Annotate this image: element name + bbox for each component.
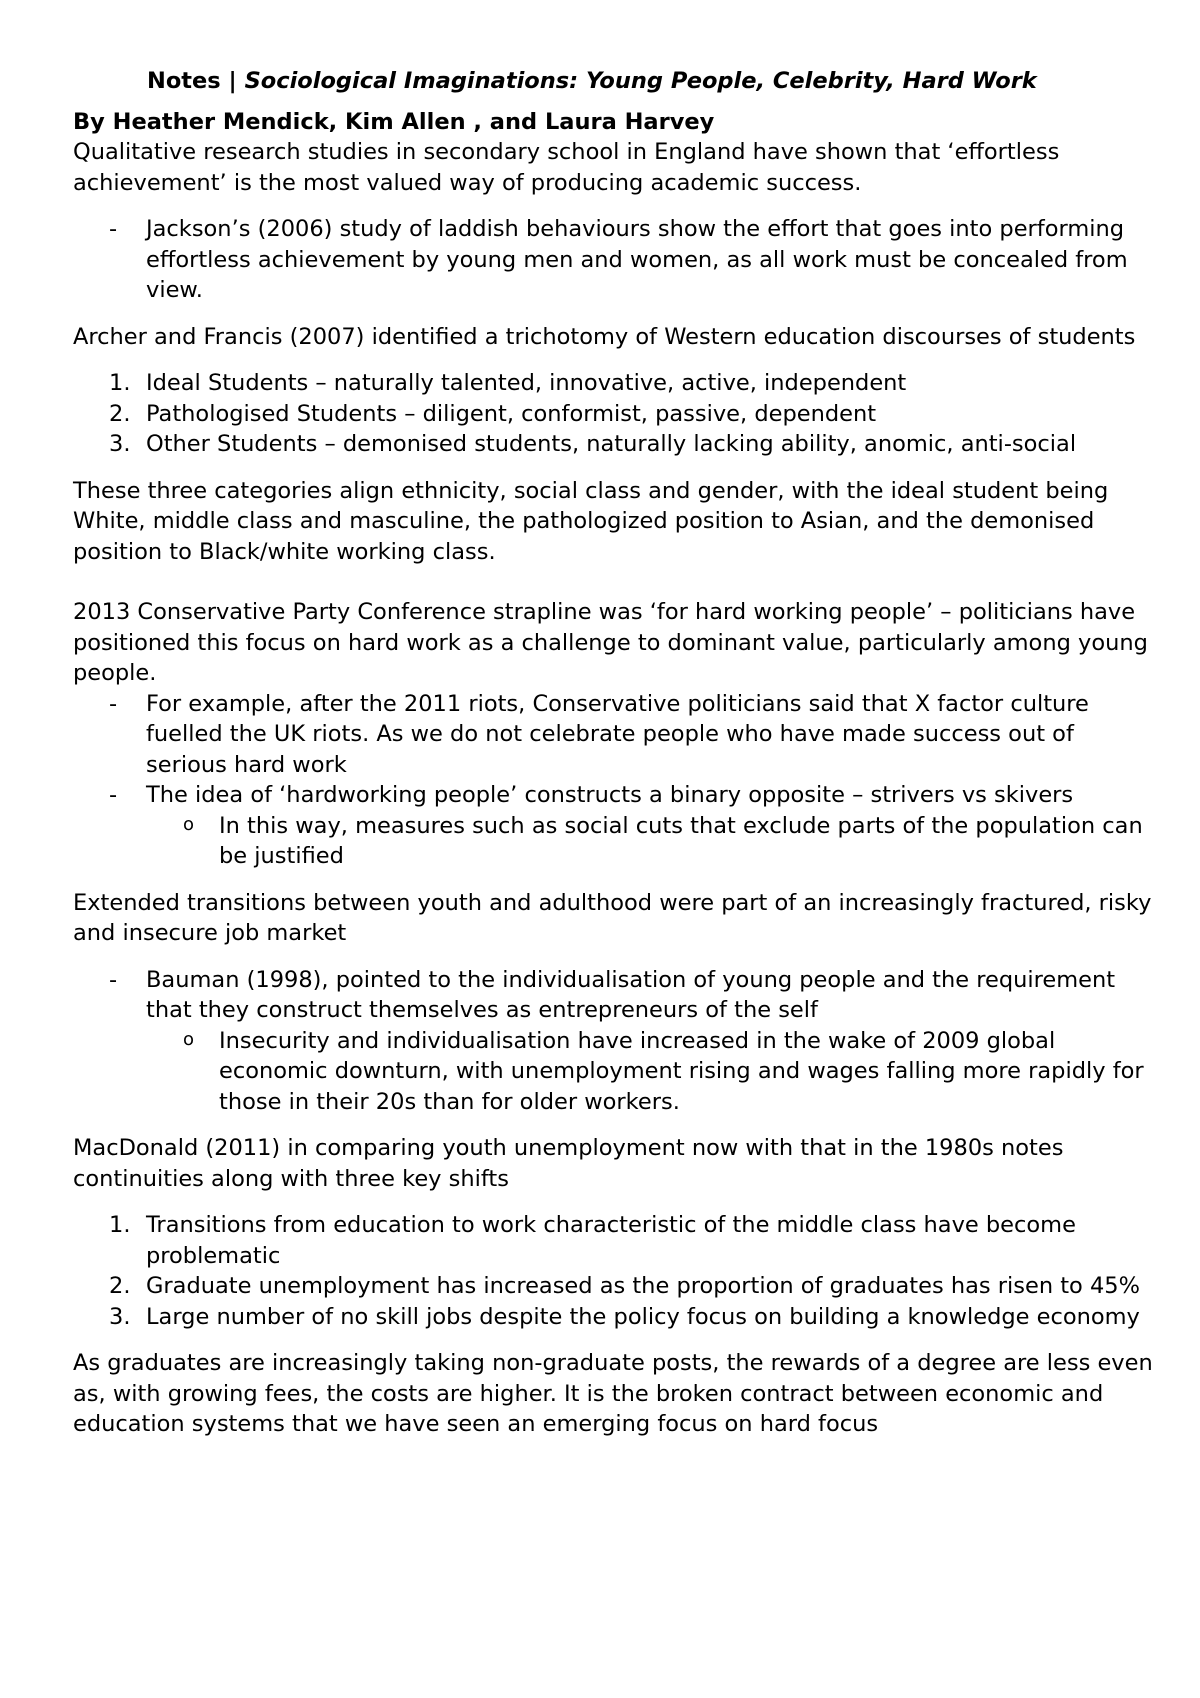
- sub-list-item: o Insecurity and individualisation have increased in the wake of 2009 global economic downturn, with unemployment rising and wages falling more rapidly for those in their 20s than for older workers.: [146, 1026, 1153, 1118]
- list-item: [73, 780, 1153, 872]
- numbered-list-students: [73, 368, 1153, 460]
- list-item-text: Graduate unemployment has increased as the proportion of graduates has risen to 45%: [146, 1273, 1140, 1299]
- list-item: [73, 1271, 1153, 1302]
- paragraph-graduates: As graduates are increasingly taking non-graduate posts, the rewards of a degree are less even as, with growing fees, the costs are higher. It is the broken contract between economic and education systems that we have seen an emerging focus on hard focus: [73, 1350, 1153, 1437]
- list-item-text: Bauman (1998), pointed to the individualisation of young people and the requirement that they construct themselves as entrepreneurs of the self: [146, 966, 1116, 1023]
- list-number: 2.: [109, 1273, 131, 1299]
- list-item: [73, 399, 1153, 430]
- list-number: 3.: [109, 1303, 131, 1330]
- document-page: [73, 66, 1153, 1440]
- list-number: 1.: [109, 370, 131, 396]
- title-italic: Sociological Imaginations: Young People, Celebrity, Hard Work: [244, 68, 1037, 94]
- list-item-text: Other Students – demonised students, naturally lacking ability, anomic, anti-social: [146, 431, 1077, 457]
- bullet-list-jackson: [73, 214, 1153, 306]
- list-item: [73, 965, 1153, 1118]
- list-item: - Jackson’s (2006) study of laddish behaviours show the effort that goes into performing effortless achievement by young men and women, as all work must be concealed from view.: [73, 214, 1153, 306]
- list-number: 3.: [109, 431, 131, 457]
- title-prefix: Notes |: [147, 68, 245, 94]
- authors-line: By Heather Mendick, Kim Allen , and Laura Harvey: [73, 108, 715, 135]
- paragraph-effortless-achievement: Qualitative research studies in secondary school in England have shown that ‘effortless achievement’ is the most valued way of producing academic success.: [73, 139, 1060, 196]
- bullet-list-bauman: [73, 965, 1153, 1118]
- list-item-text: Transitions from education to work characteristic of the middle class have become problematic: [146, 1212, 1076, 1269]
- paragraph-conservative-conference: 2013 Conservative Party Conference strapline was ‘for hard working people’ – politicians have positioned this focus on hard work as a challenge to dominant value, particularly among young people.: [73, 599, 1148, 686]
- list-number: 2.: [109, 400, 131, 427]
- paragraph-extended-transitions: Extended transitions between youth and adulthood were part of an increasingly fractured, risky and insecure job market: [73, 889, 1152, 946]
- list-item: [73, 1302, 1153, 1333]
- list-item-text: Ideal Students – naturally talented, innovative, active, independent: [146, 370, 907, 396]
- bullet-list-hard-work: [73, 689, 1153, 872]
- numbered-list-shifts: [73, 1210, 1153, 1332]
- sub-list: [146, 811, 1153, 872]
- paragraph-three-categories: These three categories align ethnicity, social class and gender, with the ideal student being White, middle class and masculine, the pathologized position to Asian, and the demonised position to Black/white working class.: [73, 477, 1109, 565]
- list-item: [73, 429, 1153, 460]
- list-item-text: Large number of no skill jobs despite the policy focus on building a knowledge economy: [146, 1303, 1140, 1330]
- list-number: 1.: [109, 1212, 131, 1238]
- list-item: - For example, after the 2011 riots, Conservative politicians said that X factor culture fuelled the UK riots. As we do not celebrate people who have made success out of serious hard work: [73, 689, 1153, 781]
- list-item: [73, 1210, 1153, 1271]
- list-item: [73, 368, 1153, 399]
- paragraph-archer-francis: Archer and Francis (2007) identified a trichotomy of Western education discourses of students: [73, 323, 1136, 350]
- list-item-text: Pathologised Students – diligent, conformist, passive, dependent: [146, 400, 877, 427]
- paragraph-macdonald: MacDonald (2011) in comparing youth unemployment now with that in the 1980s notes continuities along with three key shifts: [73, 1135, 1064, 1192]
- list-item-text: The idea of ‘hardworking people’ constructs a binary opposite – strivers vs skivers: [146, 782, 1074, 808]
- sub-list: [146, 1026, 1153, 1118]
- sub-list-item: o In this way, measures such as social cuts that exclude parts of the population can be justified: [146, 811, 1153, 872]
- document-title: [73, 66, 1153, 97]
